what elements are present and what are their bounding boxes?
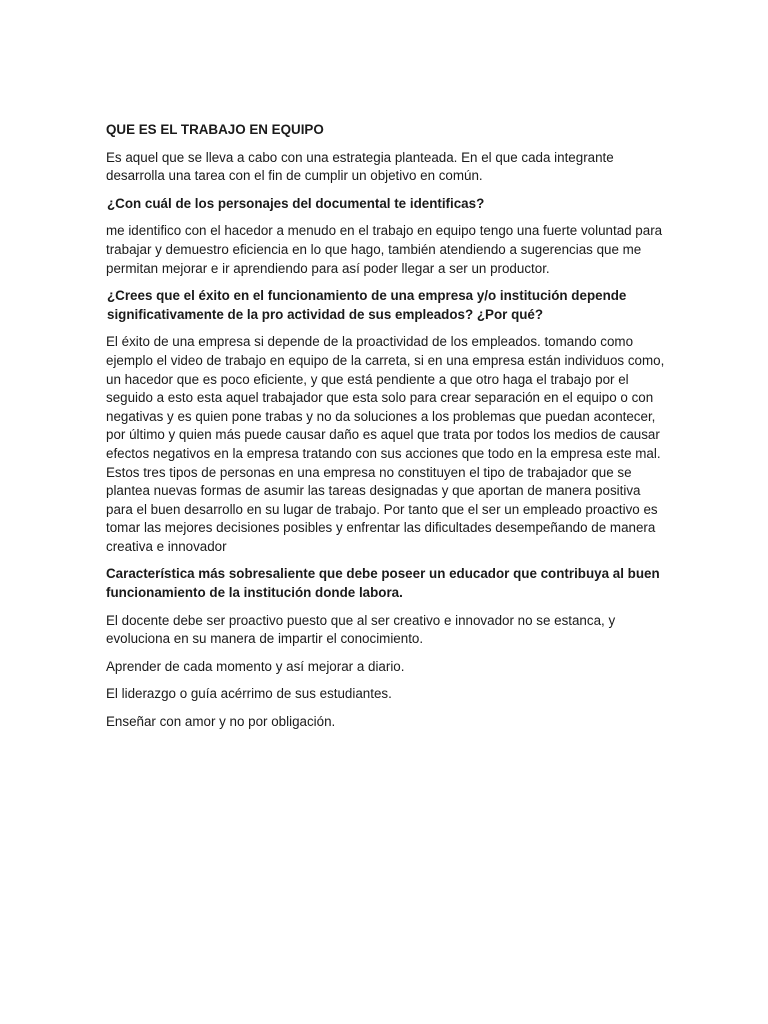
answer-1: me identifico con el hacedor a menudo en el trabajo en equipo tengo una fuerte voluntad para trabajar y demuestro eficiencia en lo que hago, también atendiendo a sugerencias que me permitan mejorar e ir aprendiendo para así poder llegar a ser un productor. (106, 223, 663, 276)
document-title: QUE ES EL TRABAJO EN EQUIPO (106, 122, 324, 137)
answer-2: El éxito de una empresa si depende de la proactividad de los empleados. tomando como ejemplo el video de trabajo en equipo de la carreta, si en una empresa están individuos como, un hacedor que es poco eficiente, y que está pendiente a que otro haga el trabajo por el seguido a esto esta aquel trabajador que esta solo para crear separación en el equipo o con negativas y es quien pone trabas y no da soluciones a los problemas que puedan acontecer, por último y quien más puede causar daño es aquel que trata por todos los medios de causar efectos negativos en la empresa tratando con sus acciones que todo en la empresa este mal. Estos tres tipos de personas en una empresa no constituyen el tipo de trabajador que se plantea nuevas formas de asumir las tareas designadas y que aportan de manera positiva para el buen desarrollo en su lugar de trabajo. Por tanto que el ser un empleado proactivo es tomar las mejores decisiones posibles y enfrentar las dificultades desempeñando de manera creativa e innovador (106, 334, 665, 554)
list-item-2: El liderazgo o guía acérrimo de sus estudiantes. (106, 686, 392, 702)
definition-paragraph: Es aquel que se lleva a cabo con una estrategia planteada. En el que cada integrante desarrolla una tarea con el fin de cumplir un objetivo en común. (106, 149, 614, 184)
answer-3: El docente debe ser proactivo puesto que al ser creativo e innovador no se estanca, y evoluciona en su manera de impartir el conocimiento. (106, 612, 616, 647)
question-2: ¿Crees que el éxito en el funcionamiento de una empresa y/o institución depende significativamente de la pro actividad de sus empleados? ¿Por qué? (107, 288, 627, 322)
document-body (106, 121, 666, 741)
question-3: Característica más sobresaliente que debe poseer un educador que contribuya al buen funcionamiento de la institución donde labora. (106, 566, 660, 601)
list-item-1: Aprender de cada momento y así mejorar a diario. (106, 658, 405, 674)
list-item-3: Enseñar con amor y no por obligación. (106, 714, 336, 730)
question-1: ¿Con cuál de los personajes del documental te identificas? (107, 195, 485, 211)
